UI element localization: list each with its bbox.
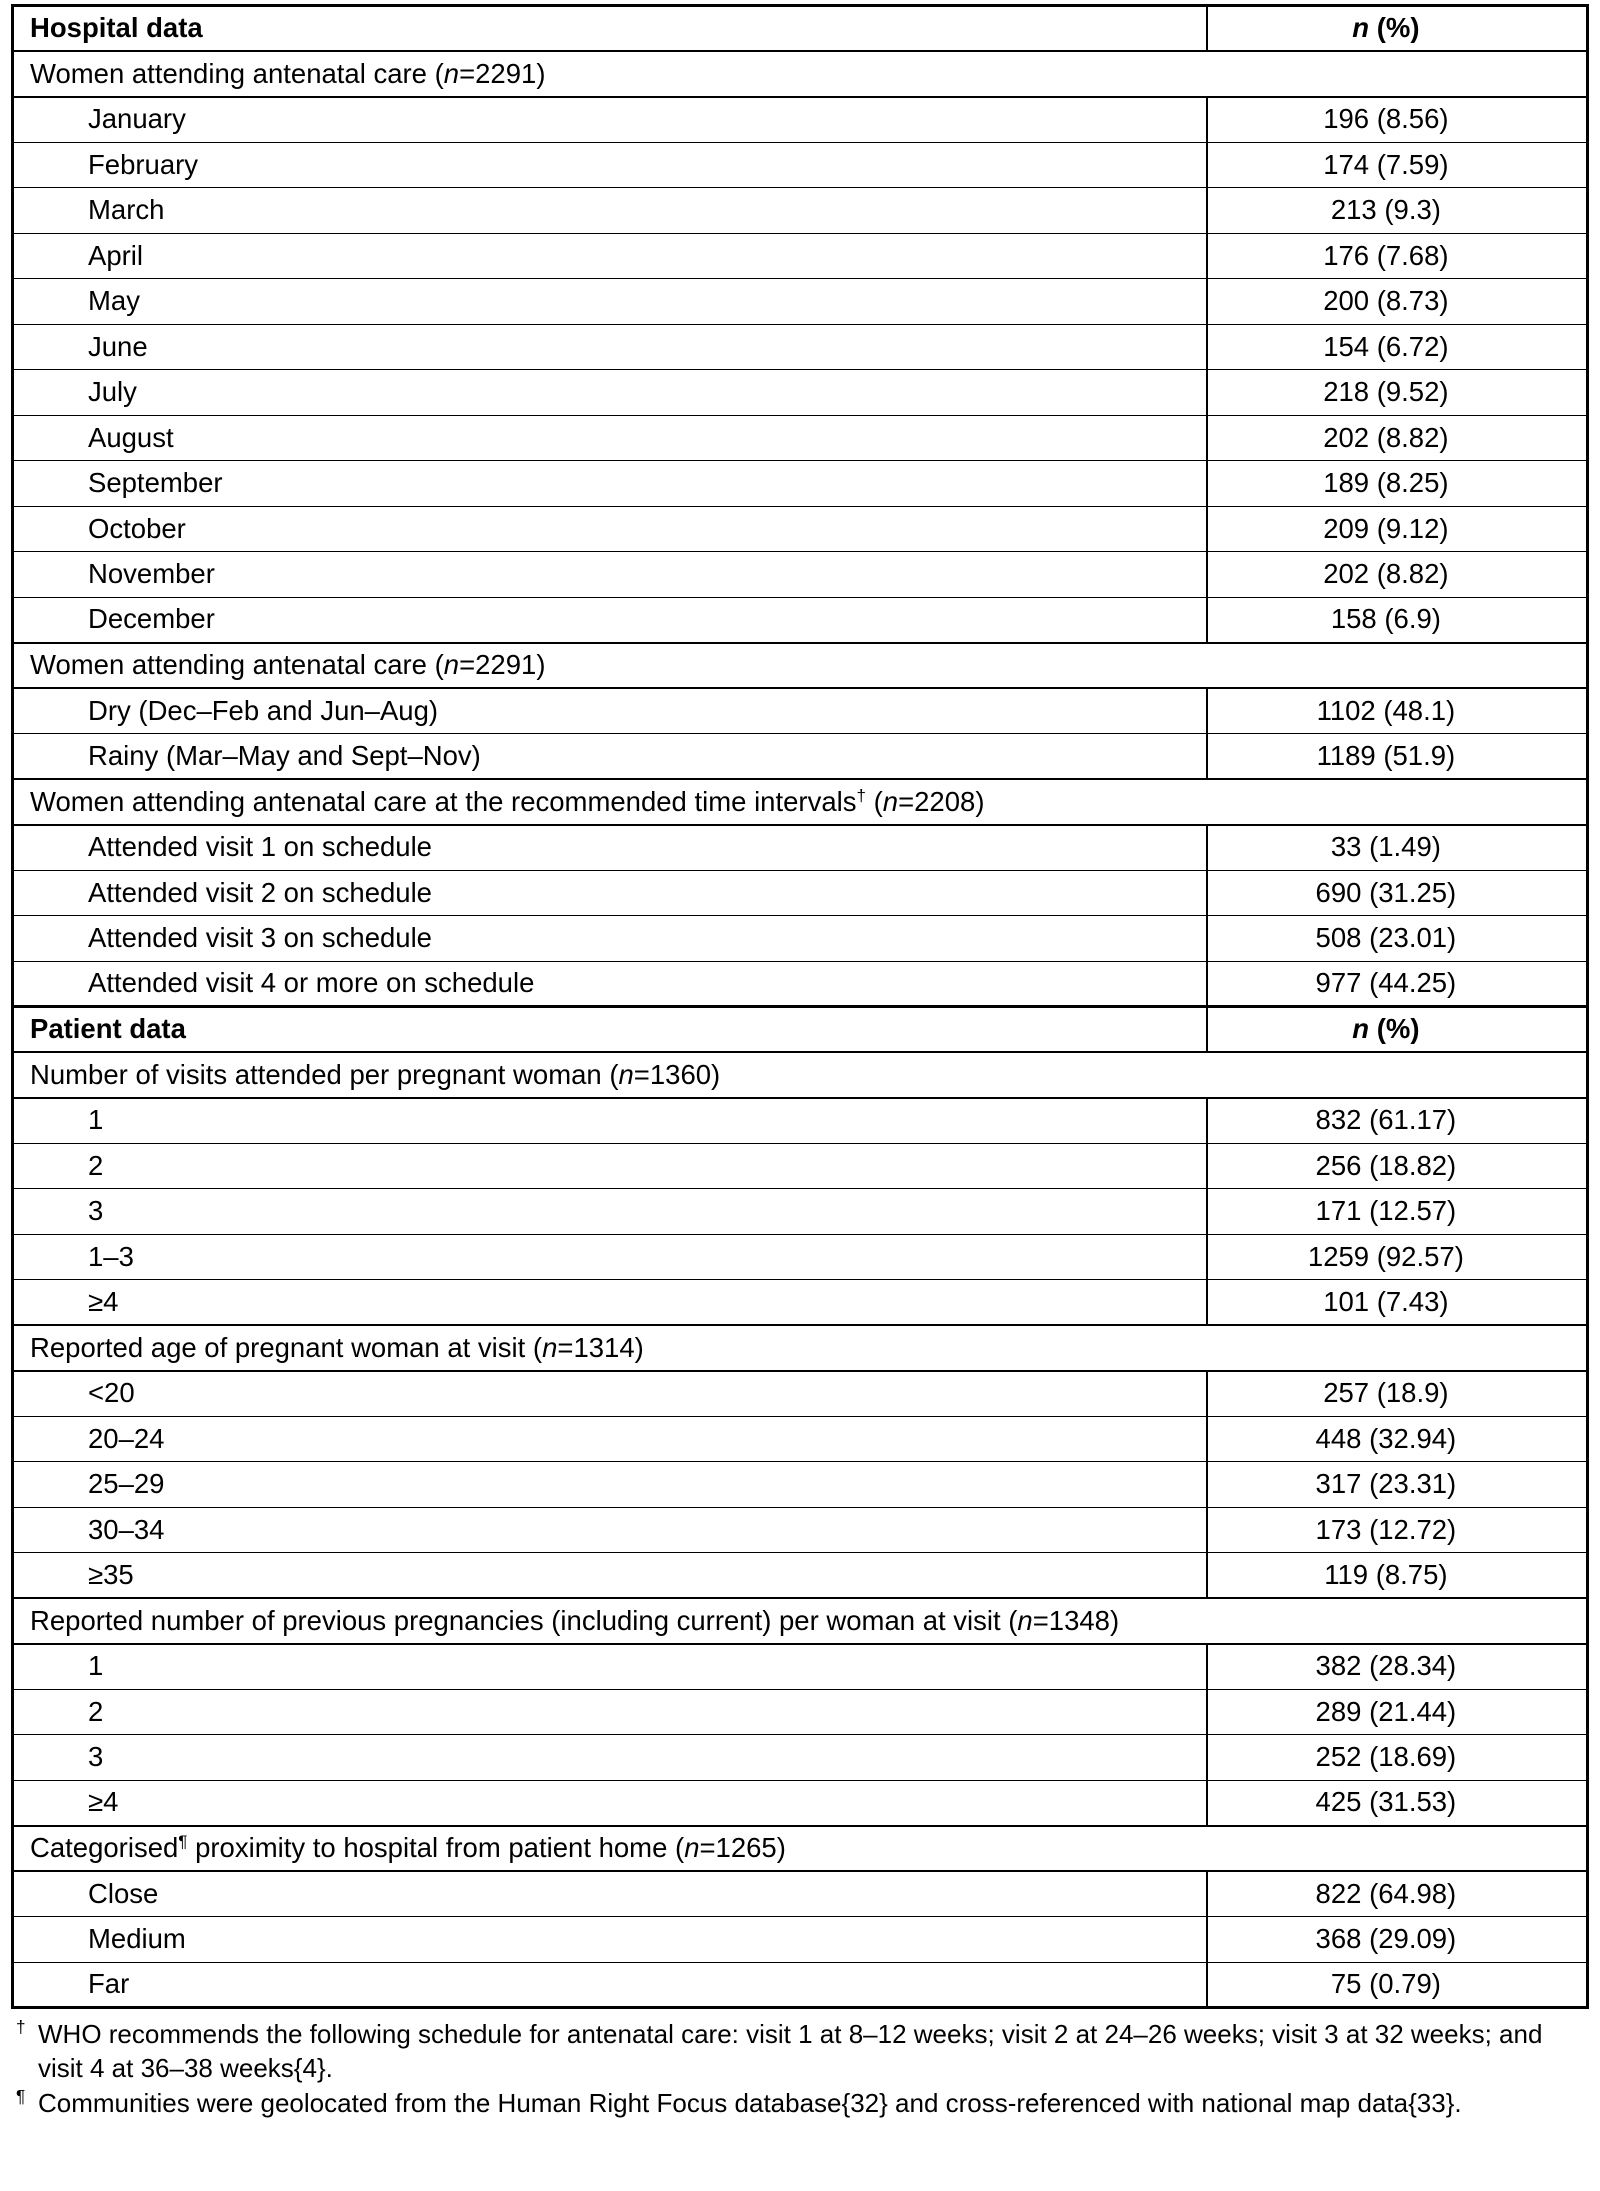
table-section-header-row (13, 1325, 1588, 1371)
section-header-label: Women attending antenatal care (n=2291) (13, 643, 1588, 689)
section-header-label: Women attending antenatal care (n=2291) (13, 51, 1588, 97)
row-value: 448 (32.94) (1207, 1416, 1588, 1462)
row-value: 1259 (92.57) (1207, 1234, 1588, 1280)
row-label: Attended visit 1 on schedule (13, 825, 1207, 871)
footnote-marker: † (856, 785, 866, 805)
row-label: ≥4 (13, 1780, 1207, 1826)
row-value: 213 (9.3) (1207, 188, 1588, 234)
table-section-header-row (13, 51, 1588, 97)
row-label: December (13, 597, 1207, 643)
table-row (13, 1553, 1588, 1599)
section-header-label: Categorised¶ proximity to hospital from patient home (n=1265) (13, 1826, 1588, 1872)
table-row (13, 279, 1588, 325)
row-value: 209 (9.12) (1207, 506, 1588, 552)
row-value: 101 (7.43) (1207, 1280, 1588, 1326)
table-row (13, 188, 1588, 234)
footnote: ¶ Communities were geolocated from the Human Right Focus database{32} and cross-referenced with national map data{33}. (16, 2085, 1462, 2118)
row-label: June (13, 324, 1207, 370)
table-body (13, 6, 1588, 2008)
row-value: 832 (61.17) (1207, 1098, 1588, 1144)
table-section-header-row (13, 1598, 1588, 1644)
row-value: 252 (18.69) (1207, 1735, 1588, 1781)
row-value: 382 (28.34) (1207, 1644, 1588, 1690)
column-header-label: Hospital data (13, 6, 1207, 52)
table-row (13, 97, 1588, 143)
table-row (13, 1871, 1588, 1917)
row-label: Dry (Dec–Feb and Jun–Aug) (13, 688, 1207, 734)
table-row (13, 1962, 1588, 2008)
table-page (0, 4, 1600, 2191)
row-label: March (13, 188, 1207, 234)
row-value: 119 (8.75) (1207, 1553, 1588, 1599)
table-row (13, 1280, 1588, 1326)
row-label: 2 (13, 1689, 1207, 1735)
table-row (13, 1462, 1588, 1508)
row-value: 317 (23.31) (1207, 1462, 1588, 1508)
row-label: August (13, 415, 1207, 461)
table-section-header-row (13, 1826, 1588, 1872)
row-value: 202 (8.82) (1207, 415, 1588, 461)
row-label: 3 (13, 1735, 1207, 1781)
table-row (13, 461, 1588, 507)
table-row (13, 233, 1588, 279)
hospital-patient-data-table (11, 4, 1589, 2009)
table-row (13, 1189, 1588, 1235)
row-label: ≥35 (13, 1553, 1207, 1599)
section-header-label: Number of visits attended per pregnant woman (n=1360) (13, 1052, 1588, 1098)
table-section-header-row (13, 643, 1588, 689)
table-row (13, 506, 1588, 552)
section-header-label: Reported number of previous pregnancies (including current) per woman at visit (n=1348) (13, 1598, 1588, 1644)
section-header-label: Women attending antenatal care at the recommended time intervals† (n=2208) (13, 779, 1588, 825)
table-section-header-row (13, 779, 1588, 825)
row-label: Attended visit 2 on schedule (13, 870, 1207, 916)
row-label: Attended visit 4 or more on schedule (13, 961, 1207, 1007)
row-label: October (13, 506, 1207, 552)
row-value: 202 (8.82) (1207, 552, 1588, 598)
table-row (13, 597, 1588, 643)
footnote-text: WHO recommends the following schedule for antenatal care: visit 1 at 8–12 weeks; visit 2 at 24–26 weeks; visit 3 at 32 weeks; and visit 4 at 36–38 weeks{4}. (38, 2019, 1543, 2083)
row-value: 154 (6.72) (1207, 324, 1588, 370)
row-value: 1189 (51.9) (1207, 734, 1588, 780)
row-value: 257 (18.9) (1207, 1371, 1588, 1417)
row-label: January (13, 97, 1207, 143)
row-value: 977 (44.25) (1207, 961, 1588, 1007)
table-row (13, 1098, 1588, 1144)
table-footnotes (16, 2018, 1576, 2120)
table-section-header-row (13, 1052, 1588, 1098)
row-label: 1 (13, 1644, 1207, 1690)
row-label: September (13, 461, 1207, 507)
row-value: 33 (1.49) (1207, 825, 1588, 871)
row-value: 171 (12.57) (1207, 1189, 1588, 1235)
table-row (13, 1644, 1588, 1690)
row-value: 1102 (48.1) (1207, 688, 1588, 734)
row-label: Far (13, 1962, 1207, 2008)
row-value: 508 (23.01) (1207, 916, 1588, 962)
footnote: † WHO recommends the following schedule for antenatal care: visit 1 at 8–12 weeks; visit 2 at 24–26 weeks; visit 3 at 32 weeks; and visit 4 at 36–38 weeks{4}. (16, 2017, 1543, 2083)
row-value: 822 (64.98) (1207, 1871, 1588, 1917)
table-row (13, 370, 1588, 416)
table-row (13, 1917, 1588, 1963)
row-label: Attended visit 3 on schedule (13, 916, 1207, 962)
row-value: 289 (21.44) (1207, 1689, 1588, 1735)
column-header-value: n (%) (1207, 6, 1588, 52)
row-label: Close (13, 1871, 1207, 1917)
table-row (13, 961, 1588, 1007)
row-label: November (13, 552, 1207, 598)
row-label: <20 (13, 1371, 1207, 1417)
row-label: 2 (13, 1143, 1207, 1189)
row-label: April (13, 233, 1207, 279)
column-header-value: n (%) (1207, 1007, 1588, 1053)
column-header-label: Patient data (13, 1007, 1207, 1053)
row-value: 158 (6.9) (1207, 597, 1588, 643)
row-label: Rainy (Mar–May and Sept–Nov) (13, 734, 1207, 780)
row-label: ≥4 (13, 1280, 1207, 1326)
table-row (13, 1780, 1588, 1826)
table-column-header-row (13, 6, 1588, 52)
row-label: 25–29 (13, 1462, 1207, 1508)
row-value: 176 (7.68) (1207, 233, 1588, 279)
row-label: 1 (13, 1098, 1207, 1144)
row-value: 256 (18.82) (1207, 1143, 1588, 1189)
table-row (13, 1143, 1588, 1189)
table-row (13, 688, 1588, 734)
row-value: 690 (31.25) (1207, 870, 1588, 916)
footnote-marker: ¶ (178, 1831, 188, 1851)
row-value: 196 (8.56) (1207, 97, 1588, 143)
row-value: 174 (7.59) (1207, 142, 1588, 188)
table-row (13, 1735, 1588, 1781)
row-value: 218 (9.52) (1207, 370, 1588, 416)
table-row (13, 825, 1588, 871)
table-row (13, 324, 1588, 370)
table-row (13, 916, 1588, 962)
row-label: 3 (13, 1189, 1207, 1235)
row-label: July (13, 370, 1207, 416)
row-label: 1–3 (13, 1234, 1207, 1280)
table-row (13, 1416, 1588, 1462)
table-row (13, 734, 1588, 780)
row-value: 200 (8.73) (1207, 279, 1588, 325)
table-row (13, 1689, 1588, 1735)
table-row (13, 1507, 1588, 1553)
footnote-text: Communities were geolocated from the Human Right Focus database{32} and cross-referenced with national map data{33}. (38, 2087, 1462, 2118)
row-value: 189 (8.25) (1207, 461, 1588, 507)
table-row (13, 415, 1588, 461)
row-value: 173 (12.72) (1207, 1507, 1588, 1553)
table-row (13, 142, 1588, 188)
table-row (13, 552, 1588, 598)
row-value: 368 (29.09) (1207, 1917, 1588, 1963)
table-row (13, 1371, 1588, 1417)
row-label: May (13, 279, 1207, 325)
row-label: Medium (13, 1917, 1207, 1963)
section-header-label: Reported age of pregnant woman at visit (n=1314) (13, 1325, 1588, 1371)
row-value: 75 (0.79) (1207, 1962, 1588, 2008)
row-label: February (13, 142, 1207, 188)
row-label: 30–34 (13, 1507, 1207, 1553)
table-row (13, 1234, 1588, 1280)
table-row (13, 870, 1588, 916)
table-column-header-row (13, 1007, 1588, 1053)
row-value: 425 (31.53) (1207, 1780, 1588, 1826)
row-label: 20–24 (13, 1416, 1207, 1462)
